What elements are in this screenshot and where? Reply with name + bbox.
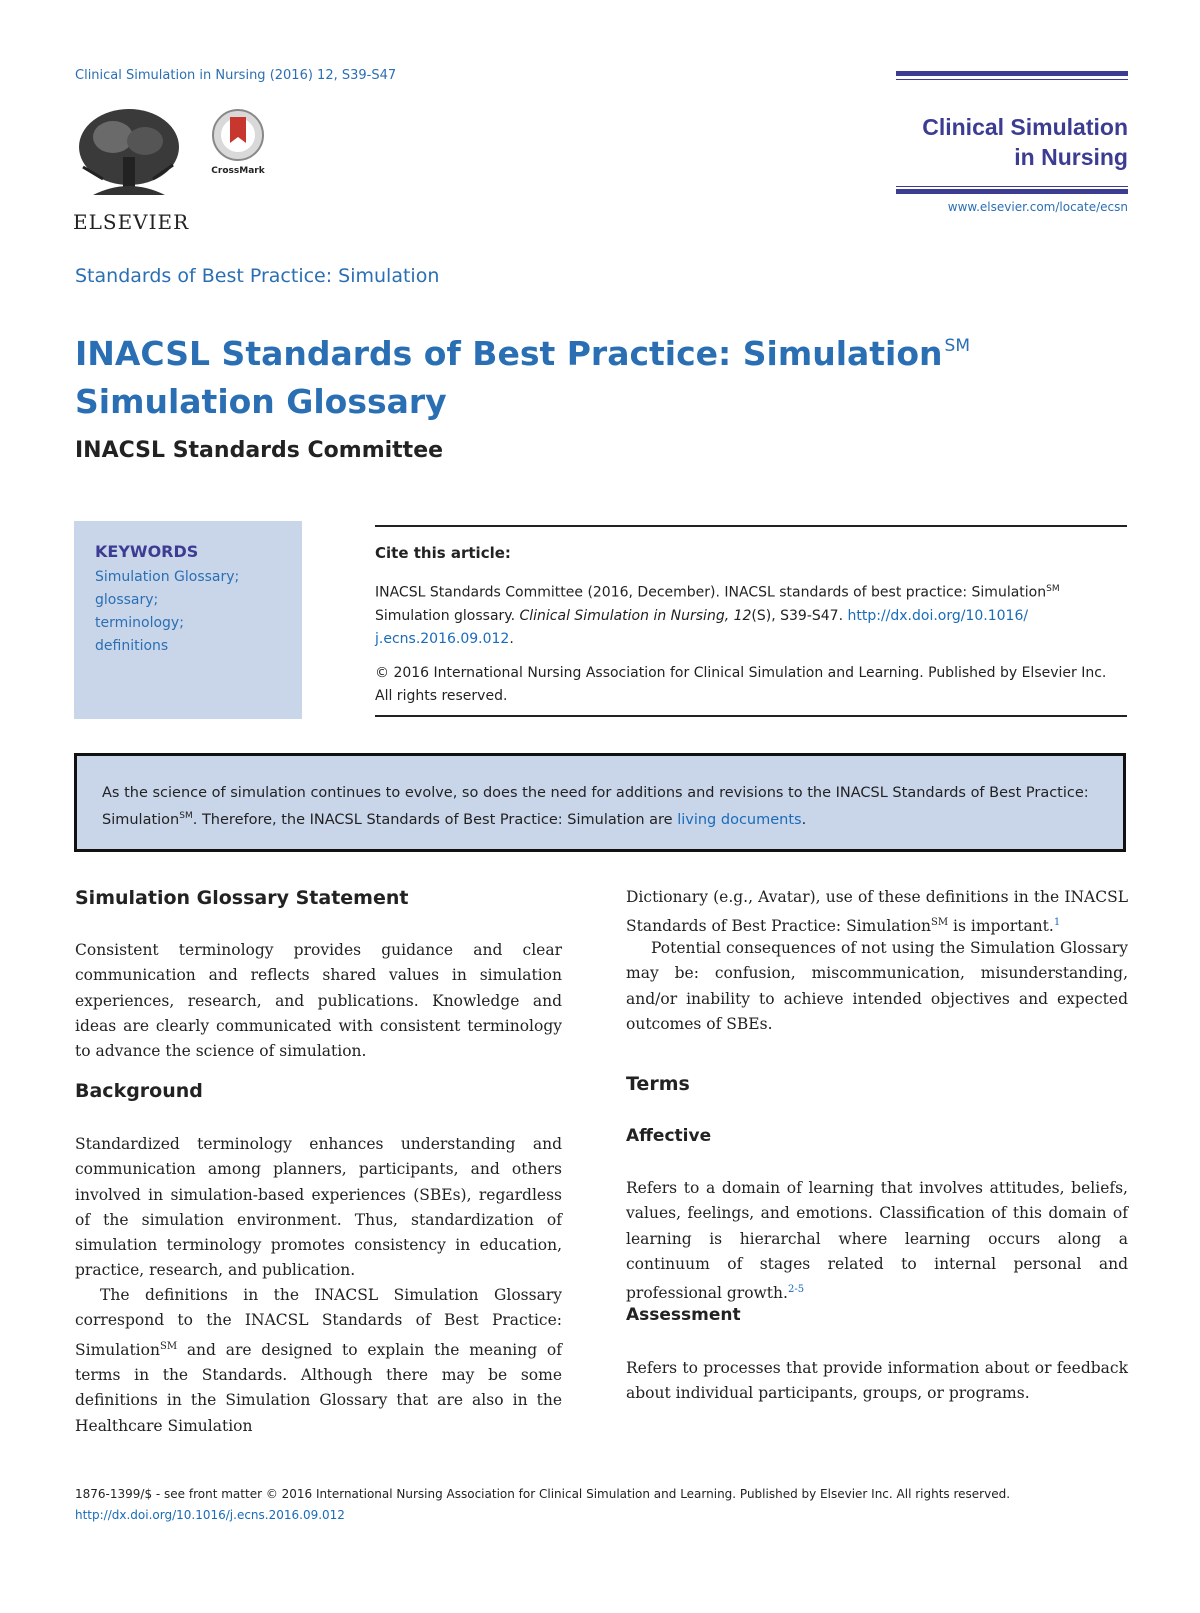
footer-front-matter: 1876-1399/$ - see front matter © 2016 International Nursing Association for Clinical Simulation and Learning. Published by Elsevier Inc. All rights reserved. [75,1487,1011,1501]
journal-masthead [896,112,1128,172]
title-line2: Simulation Glossary [75,382,447,421]
heading-affective: Affective [626,1126,712,1146]
cite-heading: Cite this article: [375,544,511,562]
article-title [75,322,1135,426]
page-footer [75,1484,1010,1526]
masthead-rule-top [896,71,1128,76]
living-documents-link[interactable]: living documents [677,811,802,828]
journal-name-line2: in Nursing [1014,144,1128,170]
cite-rule-top [375,525,1127,527]
journal-name-line1: Clinical Simulation [922,114,1128,140]
keywords-list [95,566,239,658]
keyword-item: Simulation Glossary; [95,569,240,585]
masthead-rule-bottom [896,189,1128,194]
crossmark-label: CrossMark [211,166,265,176]
heading-statement: Simulation Glossary Statement [75,887,409,909]
paragraph-right-1: Dictionary (e.g., Avatar), use of these definitions in the INACSL Standards of Best Practice: Simulation℠ is important.$^1$ [626,888,1128,936]
reference-link[interactable]: 1 [1053,917,1061,929]
heading-assessment: Assessment [626,1305,741,1325]
paragraph-background-1: Standardized terminology enhances understanding and communication among planners, participants, and others involved in simulation-based experiences (SBEs), regardless of the simulation environment. Thus, standardization of simulation terminology promotes consistency in education, practice, research, and publication. [75,1135,562,1280]
doi-link[interactable]: http://dx.doi.org/10.1016/ [847,607,1029,624]
paragraph-assessment: Refers to processes that provide information about or feedback about individual participants, groups, or programs. [626,1359,1128,1403]
reference-link[interactable]: 2-5 [787,1284,805,1296]
notice-text: As the science of simulation continues to evolve, so does the need for additions and revisions to the INACSL Standards of Best Practice: Simulation℠. Therefore, the INACSL Standards of Best Practice: Simulation are living documents. [102,785,1089,828]
paragraph-statement: Consistent terminology provides guidance and clear communication and reflects shared values in simulation experiences, research, and publications. Knowledge and ideas are clearly communicated with consistent terminology to advance the science of simulation. [75,941,562,1061]
paragraph-right-2: Potential consequences of not using the Simulation Glossary may be: confusion, miscommunication, misunderstanding, and/or inability to achieve intended objectives and expected outcomes of SBEs. [626,939,1128,1033]
elsevier-wordmark: ELSEVIER [73,210,190,234]
masthead-rule-top-thin [896,79,1128,80]
cite-rule-bottom [375,715,1127,717]
keyword-item: terminology; [95,615,184,631]
copyright-text: © 2016 International Nursing Association for Clinical Simulation and Learning. Published by Elsevier Inc. All rights reserved. [375,665,1107,704]
article-author: INACSL Standards Committee [75,438,444,463]
title-sup: SM [944,336,970,356]
paragraph-affective: Refers to a domain of learning that involves attitudes, beliefs, values, feelings, and emotions. Classification of this domain of learning is hierarchal where learning occurs along a continuum of stages related to internal personal and professional growth.$^{2-5}$ [626,1179,1128,1303]
keywords-heading: KEYWORDS [95,542,199,561]
cite-text: INACSL Standards Committee (2016, December). INACSL standards of best practice: Simulation℠ Simulation glossary. Clinical Simulation in Nursing, 12(S), S39-S47. http://dx.doi.org/10.1016/ j.ecns.2016.09.012. [375,584,1060,647]
keyword-item: glossary; [95,592,159,608]
article-section: Standards of Best Practice: Simulation [75,265,440,287]
journal-url-link[interactable]: www.elsevier.com/locate/ecsn [947,200,1128,214]
elsevier-tree-logo [73,107,185,199]
crossmark-icon[interactable] [208,107,268,177]
journal-citation: Clinical Simulation in Nursing (2016) 12, S39-S47 [75,68,397,83]
keyword-item: definitions [95,638,169,654]
footer-doi-link[interactable]: http://dx.doi.org/10.1016/j.ecns.2016.09.012 [75,1508,345,1522]
heading-background: Background [75,1080,203,1102]
doi-link-cont[interactable]: j.ecns.2016.09.012 [375,630,510,647]
title-line1: INACSL Standards of Best Practice: Simulation [75,334,943,373]
masthead-rule-bottom-thin [896,186,1128,187]
paragraph-background-2: The definitions in the INACSL Simulation Glossary correspond to the INACSL Standards of Best Practice: Simulation℠ and are designed to explain the meaning of terms in the Standards. Although there may be some definitions in the Simulation Glossary that are also in the Healthcare Simulation [75,1286,562,1435]
heading-terms: Terms [626,1073,690,1095]
